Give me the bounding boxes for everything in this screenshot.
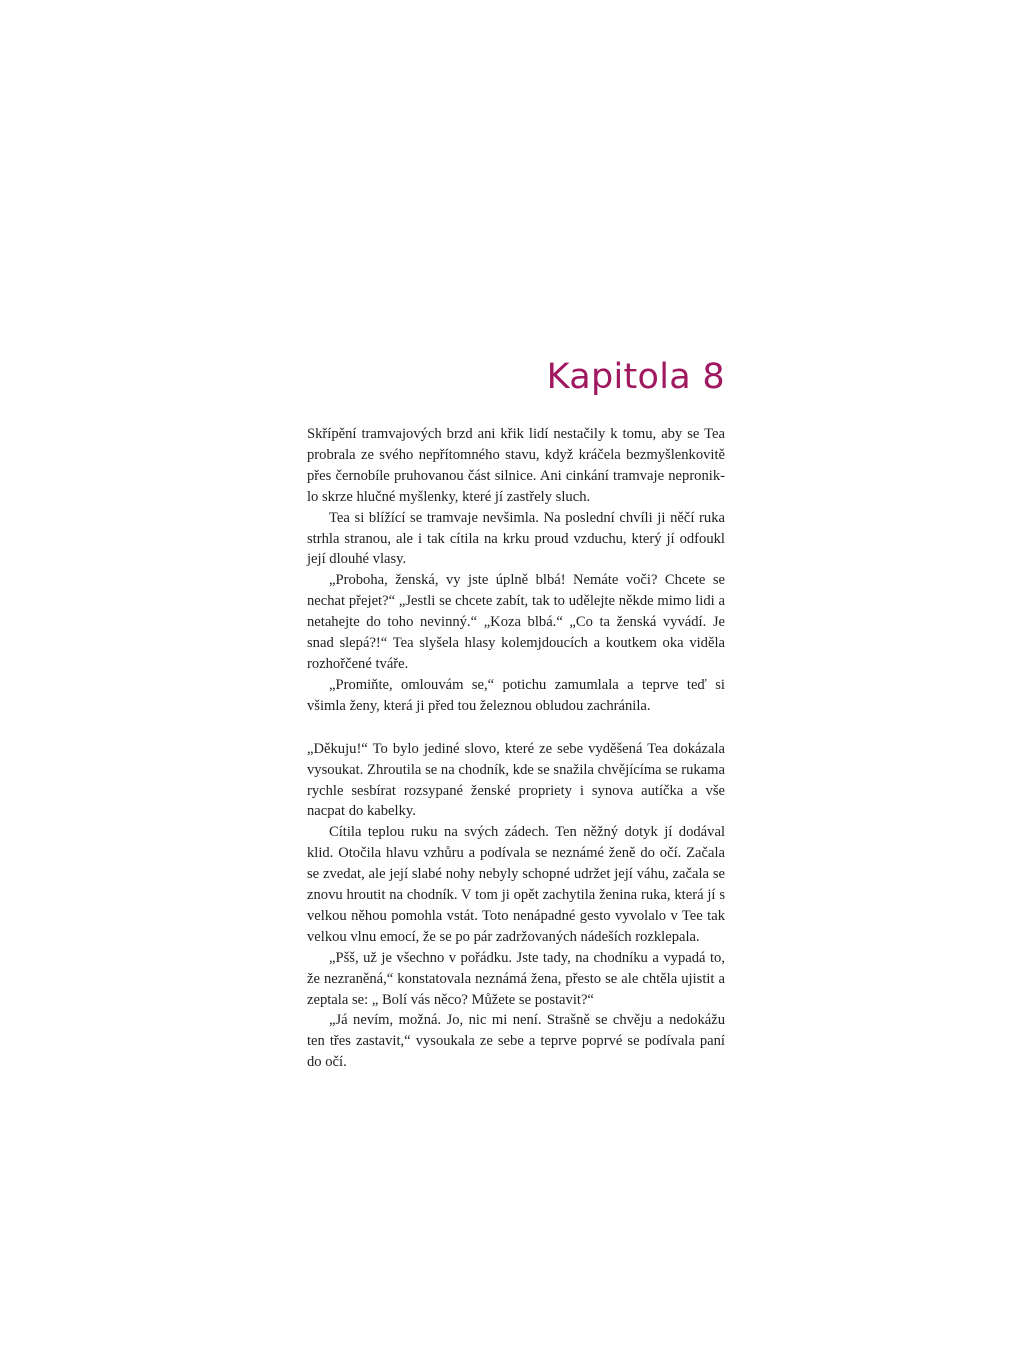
chapter-title: Kapitola 8	[546, 357, 725, 397]
paragraph: „Já nevím, možná. Jo, nic mi není. Strašně se chvěju a nedokážu ten třes zastavit,“ vysoukala ze sebe a teprve poprvé se podívala paní do očí.	[307, 1012, 725, 1071]
paragraph: „Pšš, už je všechno v pořádku. Jste tady, na chodníku a vypadá to, že nezraněná,“ konstatovala neznámá žena, přesto se ale chtěla ujistit a zeptala se: „ Bolí vás něco? Můžete se postavit?“	[307, 949, 725, 1008]
paragraph: Cítila teplou ruku na svých zádech. Ten něžný dotyk jí dodával klid. Otočila hlavu vzhůru a podívala se neznámé ženě do očí. Začala se zvedat, ale její slabé nohy nebyly schopné udržet její váhu, začala se znovu hroutit na chodník. V tom ji opět zachytila ženina ruka, která jí s velkou něhou pomohla vstát. Toto nenápadné gesto vyvolalo v Tee tak velkou vlnu emocí, že se po pár zadržovaných nádeších rozklepala.	[307, 824, 725, 945]
paragraph: „Děkuju!“ To bylo jediné slovo, které ze sebe vyděšená Tea dokázala vysoukat. Zhroutila se na chodník, kde se snažila chvějícíma se rukama rychle sesbírat rozsypané ženské propriety i synova autíčka a vše nacpat do kabelky.	[307, 740, 725, 820]
paragraph: Skřípění tramvajových brzd ani křik lidí nestačily k tomu, aby se Tea probrala ze svého nepřítomného stavu, když kráčela bezmyšlenkovitě přes černobíle pruhovanou část silnice. Ani cinkání tramvaje neproniklo skrze hlučné myšlenky, které jí zastřely sluch.	[307, 426, 725, 505]
paragraph: Tea si blížící se tramvaje nevšimla. Na poslední chvíli ji něčí ruka strhla stranou, ale i tak cítila na krku proud vzduchu, který jí odfoukl její dlouhé vlasy.	[307, 509, 725, 568]
chapter-body	[307, 424, 725, 1073]
paragraph: „Proboha, ženská, vy jste úplně blbá! Nemáte voči? Chcete se nechat přejet?“ „Jestli se chcete zabít, tak to udělejte někde mimo lidi a netahejte do toho nevinný.“ „Koza blbá.“ „Co ta ženská vyvádí. Je snad slepá?!“ Tea slyšela hlasy kolemjdoucích a koutkem oka viděla rozhořčené tváře.	[307, 572, 725, 672]
section-break	[307, 717, 725, 739]
paragraph: „Promiňte, omlouvám se,“ potichu zamumlala a teprve teď si všimla ženy, která ji před tou železnou obludou zachránila.	[307, 676, 725, 714]
